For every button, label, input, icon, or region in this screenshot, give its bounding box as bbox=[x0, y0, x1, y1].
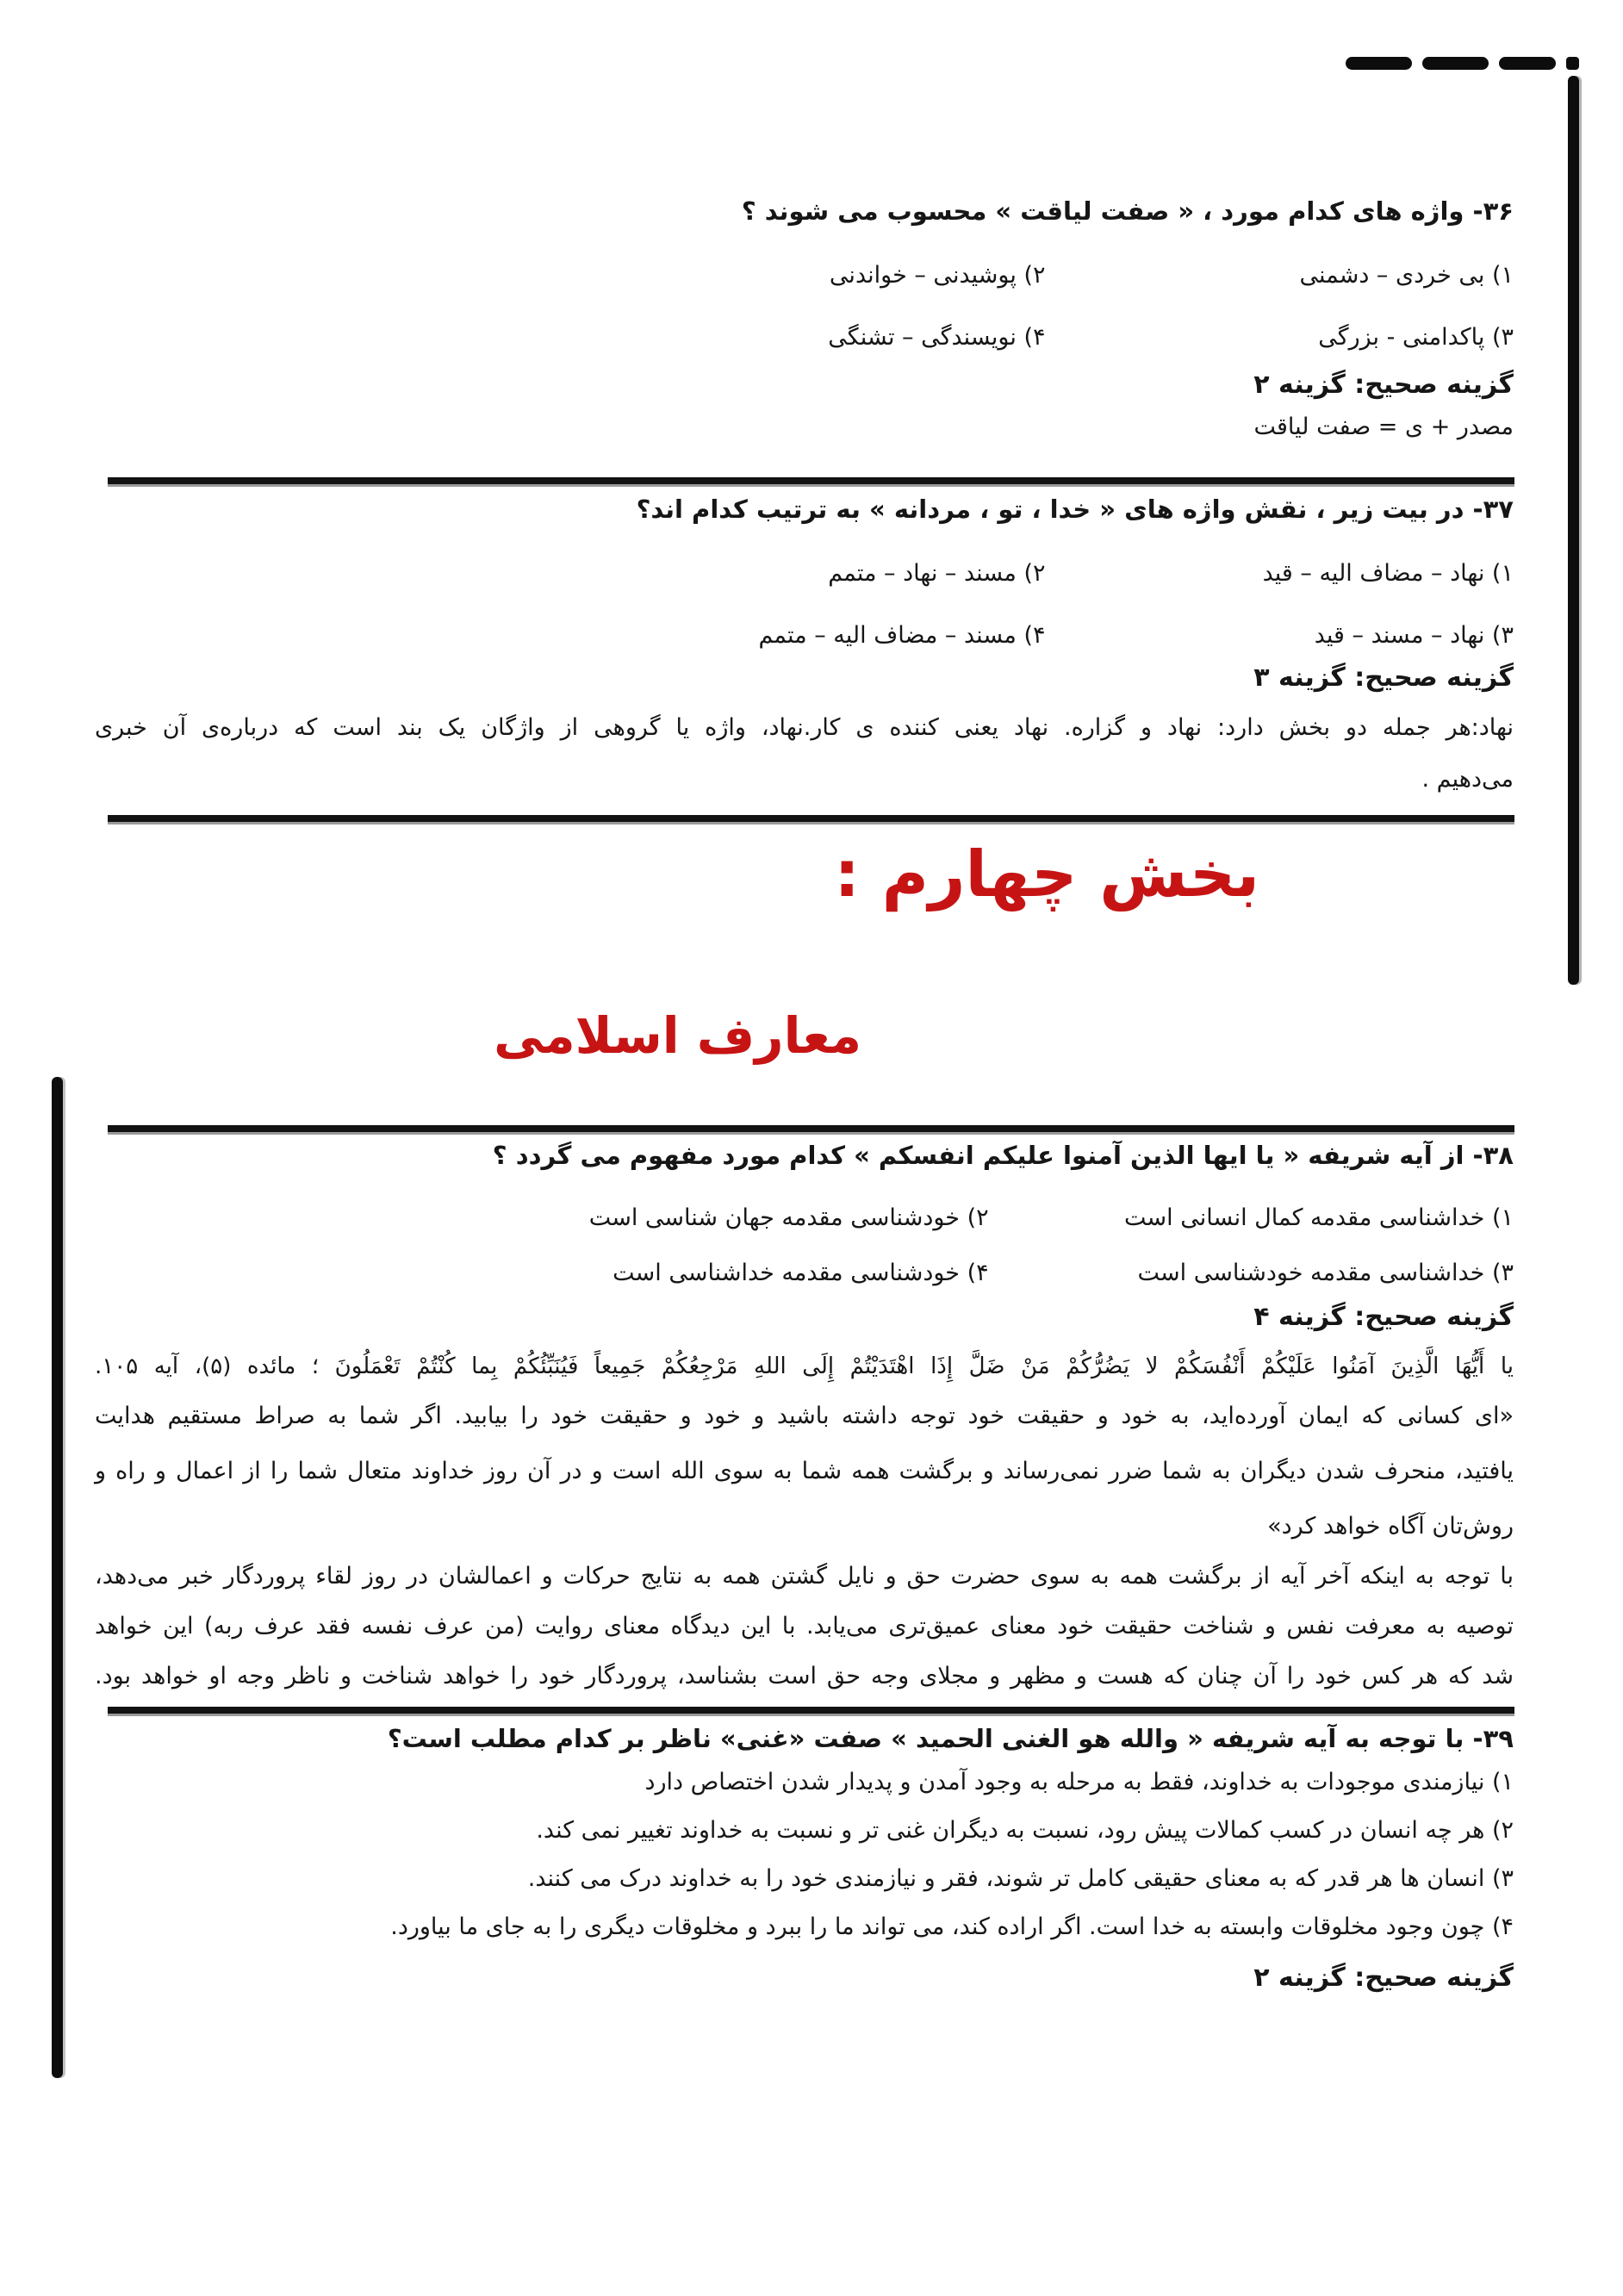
question-37-explanation-line-1: نهاد:هر جمله دو بخش دارد: نهاد و گزاره. نهاد یعنی کننده ی کار.نهاد، واژه یا گروهی از واژگان یک بند است که درباره‌ی آن خبری bbox=[95, 714, 1514, 741]
section-part-title: بخش چهارم : bbox=[834, 837, 1259, 912]
page-border-dashes-icon bbox=[1346, 57, 1579, 70]
question-38-heading: ۳۸- از آیه شریفه « یا ایها الذین آمنوا علیکم انفسکم » کدام مورد مفهوم می گردد ؟ bbox=[492, 1141, 1514, 1170]
right-border-line bbox=[1568, 76, 1579, 985]
verse-translation-line-1: «ای کسانی که ایمان آورده‌اید، به خود و حقیقت خود توجه داشته باشید و خود و حقیقت خود را بیابید. اگر شما به صراط مستقیم هدایت bbox=[95, 1403, 1514, 1429]
question-37-option-2: ۲) مسند – نهاد – متمم bbox=[828, 560, 1046, 587]
question-36 bbox=[95, 191, 1514, 446]
question-38-option-3: ۳) خداشناسی مقدمه خودشناسی است bbox=[1137, 1260, 1514, 1286]
question-39-option-3: ۳) انسان ها هر قدر که به معنای حقیقی کامل تر شوند، فقر و نیازمندی خود را به خداوند درک می کنند. bbox=[527, 1865, 1514, 1892]
question-36-option-2: ۲) پوشیدنی – خواندنی bbox=[829, 262, 1046, 289]
quran-verse: یا أَیُّهَا الَّذِینَ آمَنُوا عَلَیْکُمْ أَنْفُسَکُمْ لا یَضُرُّکُمْ مَنْ ضَلَّ إِذَا اهْتَدَیْتُمْ إِلَی اللهِ مَرْجِعُکُمْ جَمِیعاً فَیُنَبِّئُکُمْ بِما کُنْتُمْ تَعْمَلُونَ ؛ مائده (۵)، آیه ۱۰۵. bbox=[95, 1353, 1514, 1379]
question-36-option-1: ۱) بی خردی – دشمنی bbox=[1299, 262, 1514, 289]
question-38 bbox=[95, 1136, 1514, 1701]
border-dash-icon bbox=[1499, 57, 1556, 70]
question-38-comment-line-3: شد که هر کس خود را آن چنان که هست و مظهر و مجلای وجه حق است بشناسد، پروردگار خود را خواهد شناخت و ناظر وجه او خواهد بود. bbox=[95, 1663, 1514, 1689]
border-dash-icon bbox=[1422, 57, 1489, 70]
question-39-correct-answer: گزینه صحیح: گزینه ۲ bbox=[1253, 1963, 1514, 1993]
border-dot-icon bbox=[1566, 57, 1579, 70]
verse-translation-line-3: روش‌تان آگاه خواهد کرد» bbox=[1267, 1513, 1514, 1540]
section-divider bbox=[108, 1125, 1514, 1135]
section-divider bbox=[108, 1707, 1514, 1716]
left-border-line bbox=[52, 1077, 63, 2078]
question-36-correct-answer: گزینه صحیح: گزینه ۲ bbox=[1253, 370, 1514, 400]
question-37-heading: ۳۷- در بیت زیر ، نقش واژه های « خدا ، تو ، مردانه » به ترتیب کدام اند؟ bbox=[636, 495, 1514, 524]
question-37-explanation-line-2: می‌دهیم . bbox=[1421, 766, 1514, 793]
question-37-option-1: ۱) نهاد – مضاف الیه – قید bbox=[1262, 560, 1514, 587]
question-39-option-4: ۴) چون وجود مخلوقات وابسته به خدا است. اگر اراده کند، می تواند ما را ببرد و مخلوقات دیگری را به جای ما بیاورد. bbox=[390, 1913, 1514, 1940]
section-divider bbox=[108, 477, 1514, 487]
question-38-comment-line-2: توصیه به معرفت نفس و شناخت حقیقت خود معنای عمیق‌تری می‌یابد. با این دیدگاه معنای روایت (من عرف نفسه فقد عرف ربه) این خواهد bbox=[95, 1613, 1514, 1640]
question-36-options-row-1 bbox=[95, 257, 1514, 295]
question-37-options-row-1 bbox=[95, 555, 1514, 593]
question-38-options-row-1 bbox=[95, 1199, 1514, 1237]
question-39-option-1: ۱) نیازمندی موجودات به خداوند، فقط به مرحله به وجود آمدن و پدیدار شدن اختصاص دارد bbox=[644, 1769, 1514, 1795]
question-38-options-row-2 bbox=[95, 1254, 1514, 1292]
question-38-option-1: ۱) خداشناسی مقدمه کمال انسانی است bbox=[1124, 1204, 1514, 1231]
question-37-option-4: ۴) مسند – مضاف الیه – متمم bbox=[758, 622, 1046, 649]
question-39 bbox=[95, 1719, 1514, 1998]
question-39-option-2: ۲) هر چه انسان در کسب کمالات پیش رود، نسبت به دیگران غنی تر و نسبت به خداوند تغییر نمی کند. bbox=[536, 1817, 1514, 1844]
question-38-option-2: ۲) خودشناسی مقدمه جهان شناسی است bbox=[588, 1204, 989, 1231]
question-37-options-row-2 bbox=[95, 617, 1514, 655]
question-36-heading: ۳۶- واژه های کدام مورد ، « صفت لیاقت » محسوب می شوند ؟ bbox=[741, 196, 1514, 226]
section-divider bbox=[108, 815, 1514, 824]
question-38-option-4: ۴) خودشناسی مقدمه خداشناسی است bbox=[613, 1260, 989, 1286]
section-subject-title: معارف اسلامی bbox=[494, 1006, 861, 1065]
question-38-comment-line-1: با توجه به اینکه آخر آیه از برگشت همه به سوی حضرت حق و نایل گشتن همه به نتایج حرکات و اعمالشان در روز لقاء پروردگار خبر می‌دهد، bbox=[95, 1563, 1514, 1590]
border-dash-icon bbox=[1346, 57, 1412, 70]
question-38-correct-answer: گزینه صحیح: گزینه ۴ bbox=[1253, 1302, 1514, 1332]
question-39-heading: ۳۹- با توجه به آیه شریفه « والله هو الغنی الحمید » صفت «غنی» ناظر بر کدام مطلب است؟ bbox=[387, 1724, 1514, 1753]
question-36-options-row-2 bbox=[95, 319, 1514, 357]
question-37-option-3: ۳) نهاد – مسند – قید bbox=[1314, 622, 1514, 649]
question-36-option-3: ۳) پاکدامنی - بزرگی bbox=[1318, 324, 1514, 351]
question-37 bbox=[95, 489, 1514, 801]
question-36-option-4: ۴) نویسندگی – تشنگی bbox=[828, 324, 1046, 351]
question-37-correct-answer: گزینه صحیح: گزینه ۳ bbox=[1253, 663, 1514, 693]
verse-translation-line-2: یافتید، منحرف شدن دیگران به شما ضرر نمی‌رساند و برگشت همه شما به سوی الله است و در آن روز خداوند متعال شما را از اعمال و راه و bbox=[95, 1458, 1514, 1484]
question-36-note: مصدر + ی = صفت لیاقت bbox=[1253, 414, 1514, 440]
